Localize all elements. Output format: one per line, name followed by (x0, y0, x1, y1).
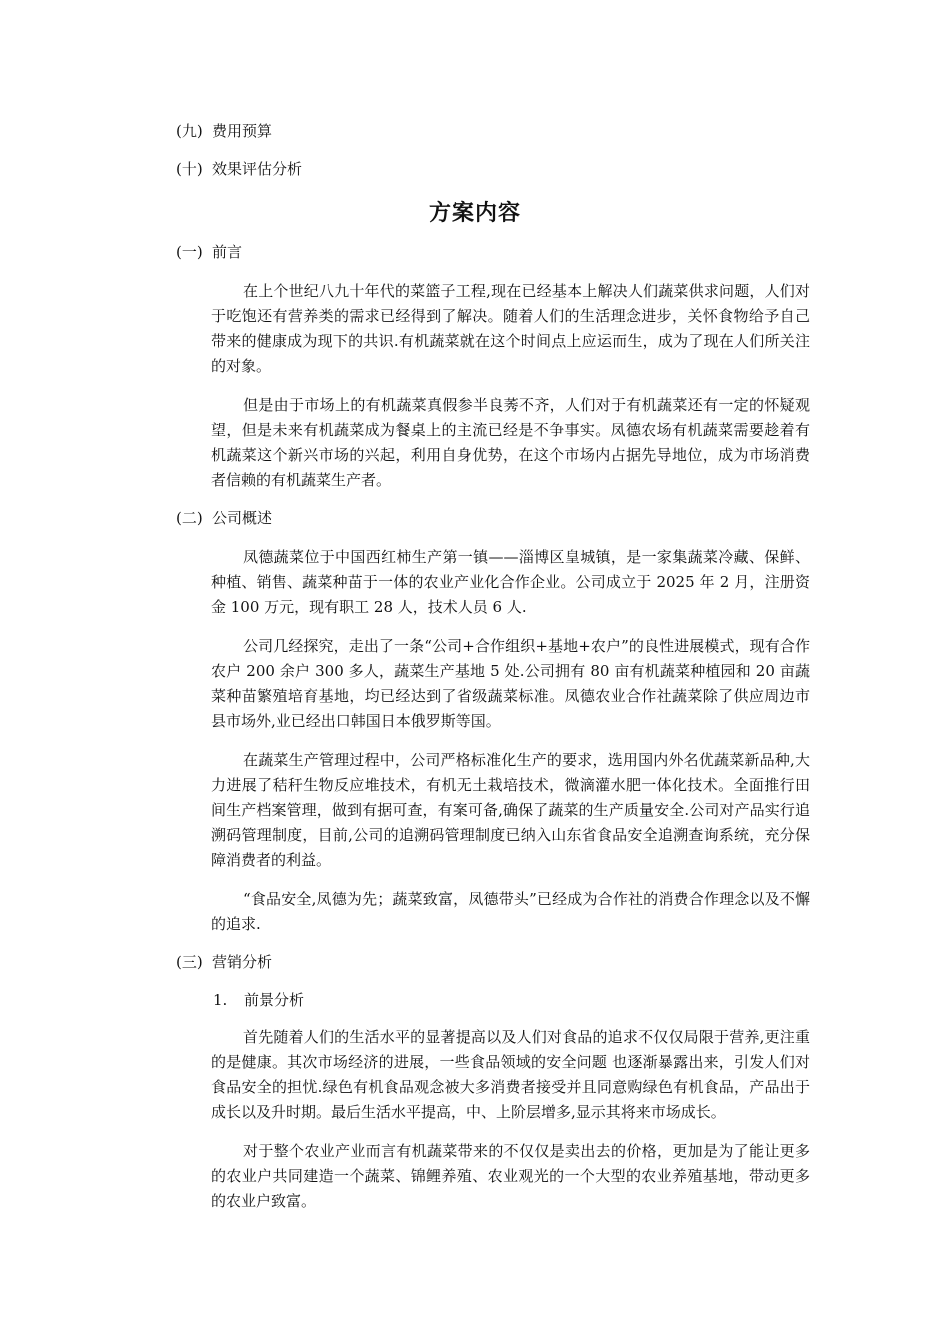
paragraph: “食品安全,凤德为先；蔬菜致富，凤德带头”已经成为合作社的消费合作理念以及不懈的追求. (211, 890, 810, 933)
document-title: 方案内容 (428, 200, 521, 226)
paragraph: 在蔬菜生产管理过程中，公司严格标准化生产的要求，选用国内外名优蔬菜新品种,大力进展了秸秆生物反应堆技术，有机无土栽培技术，微滴灌水肥一体化技术。全面推行田间生产档案管理，做到有据可查，有案可备,确保了蔬菜的生产质量安全.公司对产品实行追溯码管理制度，目前,公司的追溯码管理制度已纳入山东省食品安全追溯查询系统，充分保障消费者的利益。 (211, 751, 810, 869)
subsection-heading (213, 989, 950, 1011)
section-heading-9 (176, 120, 950, 142)
section-heading-10 (176, 158, 950, 180)
document-content (0, 120, 950, 1228)
paragraph: 但是由于市场上的有机蔬菜真假参半良莠不齐，人们对于有机蔬菜还有一定的怀疑观望，但是未来有机蔬菜成为餐桌上的主流已经是不争事实。凤德农场有机蔬菜需要趁着有机蔬菜这个新兴市场的兴起，利用自身优势，在这个市场内占据先导地位，成为市场消费者信赖的有机蔬菜生产者。 (211, 396, 810, 489)
subsection-number: 1. (213, 991, 228, 1009)
paragraph: 凤德蔬菜位于中国西红柿生产第一镇——淄博区皇城镇，是一家集蔬菜冷藏、保鲜、种植、销售、蔬菜种苗于一体的农业产业化合作企业。公司成立于 2025 年 2 月，注册资金 100 万元，现有职工 28 人，技术人员 6 人. (211, 548, 810, 616)
section-label: 费用预算 (212, 122, 273, 140)
paragraph: 公司几经探究，走出了一条“公司+合作组织+基地+农户”的良性进展模式，现有合作农户 200 余户 300 多人，蔬菜生产基地 5 处.公司拥有 80 亩有机蔬菜种植园和 20 亩蔬菜种苗繁殖培育基地，均已经达到了省级蔬菜标准。凤德农业合作社蔬菜除了供应周边市县市场外,业已经出口韩国日本俄罗斯等国。 (211, 637, 810, 730)
paragraph: 对于整个农业产业而言有机蔬菜带来的不仅仅是卖出去的价格，更加是为了能让更多的农业户共同建造一个蔬菜、锦鲤养殖、农业观光的一个大型的农业养殖基地，带动更多的农业户致富。 (211, 1142, 810, 1210)
section-heading-3 (176, 951, 950, 973)
section-label: 公司概述 (212, 509, 273, 527)
paragraph: 在上个世纪八九十年代的菜篮子工程,现在已经基本上解决人们蔬菜供求问题，人们对于吃饱还有营养类的需求已经得到了解决。随着人们的生活理念进步，关怀食物给予自己带来的健康成为现下的共识.有机蔬菜就在这个时间点上应运而生，成为了现在人们所关注的对象。 (211, 282, 810, 375)
paragraph: 首先随着人们的生活水平的显著提高以及人们对食品的追求不仅仅局限于营养,更注重的是健康。其次市场经济的进展，一些食品领域的安全问题 也逐渐暴露出来，引发人们对食品安全的担忧.绿色有机食品观念被大多消费者接受并且同意购绿色有机食品，产品出于成长以及升时期。最后生活水平提高，中、上阶层增多,显示其将来市场成长。 (211, 1028, 810, 1121)
section-label: 效果评估分析 (212, 160, 303, 178)
section-number: (十) (176, 160, 203, 178)
section-number: (九) (176, 122, 203, 140)
subsection-label: 前景分析 (244, 991, 305, 1009)
section-number: (二) (176, 509, 203, 527)
section-label: 前言 (212, 243, 243, 261)
section-heading-1 (176, 241, 950, 263)
section-number: (三) (176, 953, 203, 971)
section-heading-2 (176, 507, 950, 529)
section-number: (一) (176, 243, 203, 261)
section-label: 营销分析 (212, 953, 273, 971)
